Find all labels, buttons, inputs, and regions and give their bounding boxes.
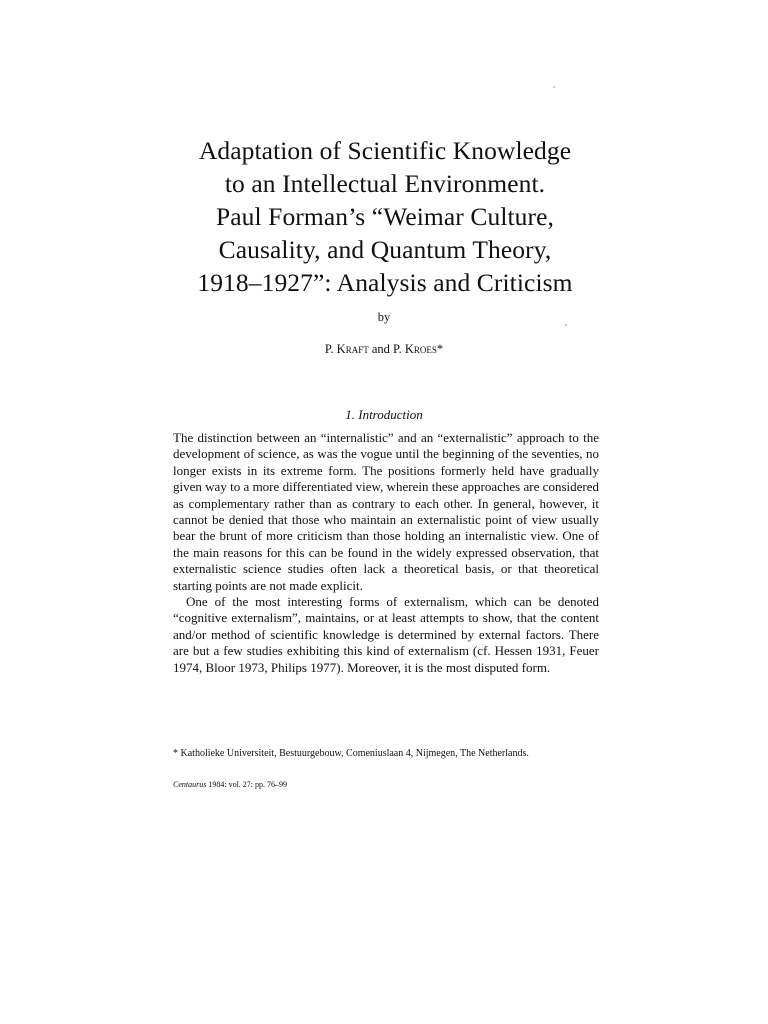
author-list — [220, 342, 548, 357]
author1-surname: Kraft — [336, 342, 369, 356]
section-heading: 1. Introduction — [345, 407, 423, 422]
article-title — [150, 134, 620, 299]
scan-speck — [565, 324, 567, 326]
author1-initial: P. — [324, 342, 334, 356]
title-line: Paul Forman’s “Weimar Culture, — [215, 202, 555, 231]
author2-initial: P. — [393, 342, 402, 356]
footnote: * Katholieke Universiteit, Bestuurgebouw, Comeniuslaan 4, Nijmegen, The Netherlands. — [173, 748, 529, 759]
scan-speck — [553, 86, 555, 88]
author2-surname: Kroes* — [404, 342, 444, 356]
author-conjunction: and — [371, 342, 390, 356]
journal-details: 1984: vol. 27: pp. 76–99 — [208, 780, 288, 789]
title-line: 1918–1927”: Analysis and Criticism — [197, 268, 573, 297]
byline-by: by — [377, 310, 391, 324]
journal-name: Centaurus — [173, 780, 207, 789]
title-line: Causality, and Quantum Theory, — [218, 235, 552, 264]
title-line: to an Intellectual Environment. — [224, 169, 546, 198]
title-line: Adaptation of Scientific Knowledge — [198, 136, 572, 165]
paragraph: One of the most interesting forms of externalism, which can be denoted “cognitive externalism”, maintains, or at least attempts to show, that the content and/or method of scientific knowledge is determined by external factors. There are but a few studies exhibiting this kind of externalism (cf. Hessen 1931, Feuer 1974, Bloor 1973, Philips 1977). Moreover, it is the most disputed form. — [173, 594, 599, 675]
body-text — [173, 430, 599, 676]
journal-reference — [173, 780, 473, 789]
paragraph: The distinction between an “internalistic” and an “externalistic” approach to the development of science, as was the vogue until the beginning of the seventies, no longer exists in its extreme form. The positions formerly held have gradually given way to a more differentiated view, wherein these approaches are considered as complementary rather than as contrary to each other. In general, however, it cannot be denied that those who maintain an externalistic point of view usually bear the brunt of more criticism than those holding an internalistic view. One of the main reasons for this can be found in the widely expressed observation, that externalistic science studies often lack a theoretical basis, or that theoretical starting points are not made explicit. — [173, 430, 599, 593]
